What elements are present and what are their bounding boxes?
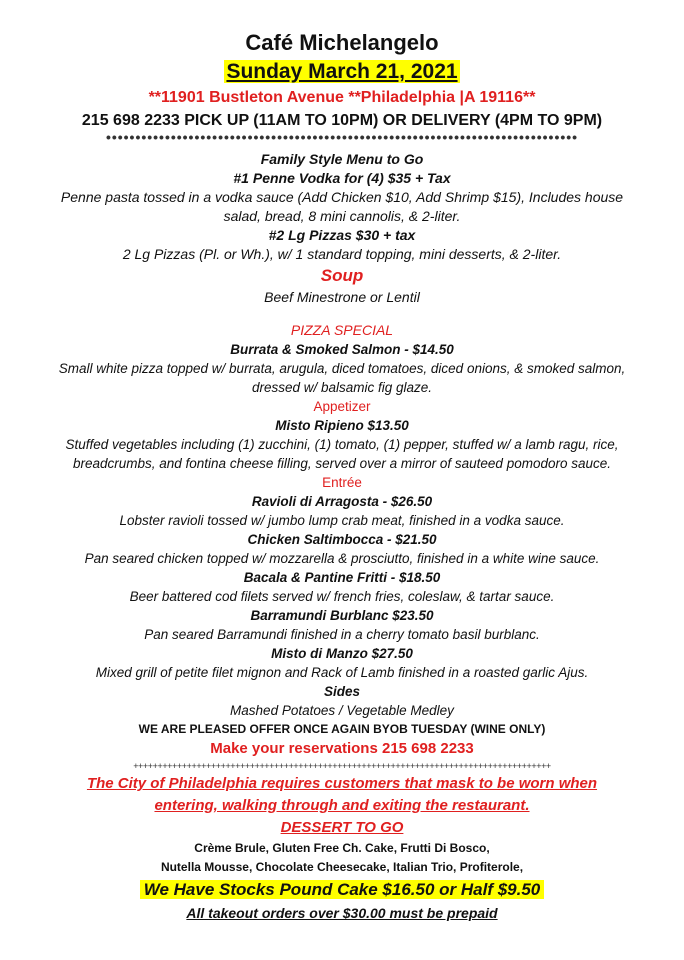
appetizer-desc-1: Stuffed vegetables including (1) zucchini, (1) tomato, (1) pepper, stuffed w/ a lamb ragu, rice, <box>65 437 619 452</box>
entree-item-desc: Lobster ravioli tossed w/ jumbo lump crab meat, finished in a vodka sauce. <box>119 513 565 528</box>
family-style-heading: Family Style Menu to Go <box>260 151 424 167</box>
appetizer-desc-2: breadcrumbs, and fontina cheese filling, served over a mirror of sauteed pomodoro sauce. <box>72 456 612 471</box>
dotted-divider: •••••••••••••••••••••••••••••••••••••••••••••••••••••••••••••••••••••••••••••••• <box>105 132 579 145</box>
stocks-line <box>0 877 684 903</box>
sides-heading: Sides <box>323 684 361 699</box>
plus-divider: ++++++++++++++++++++++++++++++++++++++++++++++++++++++++++++++++++++++++++++++++++++++ <box>133 761 551 771</box>
address: **11901 Bustleton Avenue **Philadelphia |A 19116** <box>148 89 536 106</box>
soup-heading: Soup <box>320 266 364 285</box>
family-item1-desc-2: salad, bread, 8 mini cannolis, & 2-liter. <box>223 208 461 224</box>
date-line <box>0 58 684 86</box>
phone-hours: 215 698 2233 PICK UP (11AM TO 10PM) OR DELIVERY (4PM TO 9PM) <box>81 112 603 129</box>
appetizer-title: Misto Ripieno $13.50 <box>275 418 409 433</box>
appetizer-heading: Appetizer <box>313 399 371 414</box>
sides-desc: Mashed Potatoes / Vegetable Medley <box>230 703 454 718</box>
mask-notice-1: The City of Philadelphia requires customers that mask to be worn when <box>86 775 598 792</box>
pizza-special-title: Burrata & Smoked Salmon - $14.50 <box>230 342 454 357</box>
entree-item-desc: Pan seared Barramundi finished in a cherry tomato basil burblanc. <box>144 627 540 642</box>
entree-item-title: Misto di Manzo $27.50 <box>271 646 413 661</box>
dessert-line-2: Nutella Mousse, Chocolate Cheesecake, Italian Trio, Profiterole, <box>160 860 524 874</box>
mask-notice-2: entering, walking through and exiting the restaurant. <box>154 797 530 814</box>
pizza-special-desc-2: dressed w/ balsamic fig glaze. <box>251 380 433 395</box>
entree-item-title: Barramundi Burblanc $23.50 <box>250 608 434 623</box>
entree-item-title: Ravioli di Arragosta - $26.50 <box>251 494 433 509</box>
dessert-heading: DESSERT TO GO <box>280 819 404 836</box>
entree-heading: Entrée <box>322 475 362 490</box>
dessert-line-1: Crème Brule, Gluten Free Ch. Cake, Frutti Di Bosco, <box>194 841 490 855</box>
prepaid-notice: All takeout orders over $30.00 must be prepaid <box>186 905 498 921</box>
pizza-special-desc-1: Small white pizza topped w/ burrata, arugula, diced tomatoes, diced onions, & smoked salmon, <box>58 361 626 376</box>
byob-notice: WE ARE PLEASED OFFER ONCE AGAIN BYOB TUESDAY (WINE ONLY) <box>138 722 546 736</box>
family-item1-desc-1: Penne pasta tossed in a vodka sauce (Add Chicken $10, Add Shrimp $15), Includes house <box>60 189 624 205</box>
stocks-pound-cake: We Have Stocks Pound Cake $16.50 or Half $9.50 <box>140 880 545 899</box>
entree-item-desc: Pan seared chicken topped w/ mozzarella & prosciutto, finished in a white wine sauce. <box>84 551 600 566</box>
reservations-line: Make your reservations 215 698 2233 <box>210 740 474 757</box>
entree-item-desc: Beer battered cod filets served w/ french fries, coleslaw, & tartar sauce. <box>129 589 555 604</box>
entree-item-title: Chicken Saltimbocca - $21.50 <box>247 532 437 547</box>
soup-desc: Beef Minestrone or Lentil <box>264 289 420 305</box>
menu-date: Sunday March 21, 2021 <box>226 60 458 83</box>
family-item2-desc: 2 Lg Pizzas (Pl. or Wh.), w/ 1 standard topping, mini desserts, & 2-liter. <box>122 246 562 262</box>
restaurant-title: Café Michelangelo <box>245 30 439 55</box>
family-item2-title: #2 Lg Pizzas $30 + tax <box>268 227 416 243</box>
pizza-special-heading: PIZZA SPECIAL <box>290 322 394 338</box>
entree-item-title: Bacala & Pantine Fritti - $18.50 <box>243 570 441 585</box>
entree-item-desc: Mixed grill of petite filet mignon and Rack of Lamb finished in a roasted garlic Ajus. <box>95 665 589 680</box>
family-item1-title: #1 Penne Vodka for (4) $35 + Tax <box>233 170 451 186</box>
